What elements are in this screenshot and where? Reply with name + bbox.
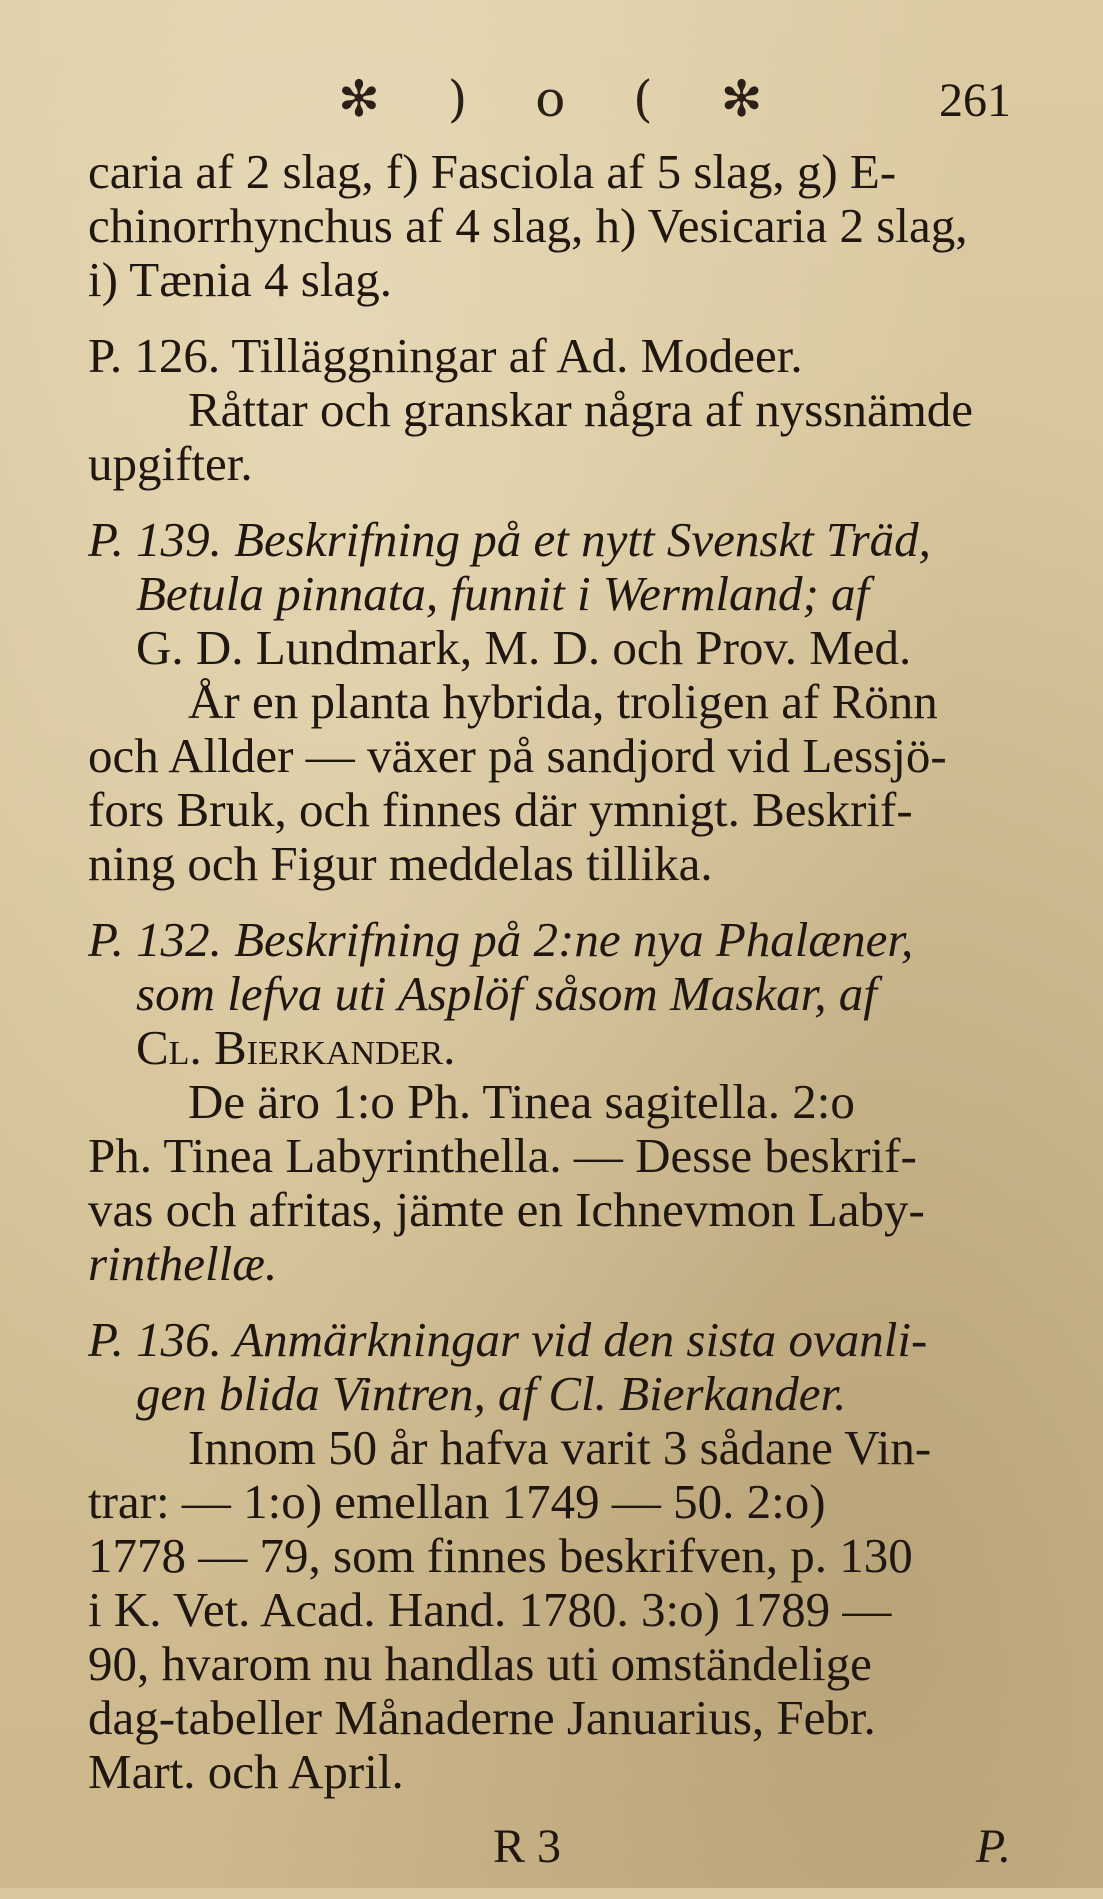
text-line: gen blida Vintren, af Cl. Bierkander. bbox=[136, 1367, 847, 1421]
text-line: Ph. Tinea Labyrinthella. — Desse beskrif- bbox=[88, 1129, 917, 1183]
text-line: caria af 2 slag, f) Fasciola af 5 slag, g) E- bbox=[88, 145, 897, 199]
entry-continuation bbox=[88, 145, 1021, 307]
text-line: Cl. Bierkander. bbox=[136, 1021, 456, 1075]
entry-p139 bbox=[88, 513, 1021, 891]
text-line: dag-tabeller Månaderne Januarius, Febr. bbox=[88, 1691, 876, 1745]
entry-p126 bbox=[88, 329, 1021, 491]
text-line: ning och Figur meddelas tillika. bbox=[88, 837, 713, 891]
page-body bbox=[88, 145, 1021, 1799]
page-footer bbox=[88, 1819, 1021, 1899]
text-line: som lefva uti Asplöf såsom Maskar, af bbox=[136, 967, 877, 1021]
text-line: Mart. och April. bbox=[88, 1745, 404, 1799]
text-line: Råttar och granskar några af nyssnämde bbox=[188, 383, 974, 437]
text-line: rinthellæ. bbox=[88, 1237, 278, 1291]
entry-heading: P. 136. Anmärkningar vid den sista ovanli- bbox=[88, 1313, 928, 1367]
catchword: P. bbox=[975, 1820, 1011, 1873]
text-line: G. D. Lundmark, M. D. och Prov. Med. bbox=[136, 621, 912, 675]
text-line: Innom 50 år hafva varit 3 sådane Vin- bbox=[188, 1421, 932, 1475]
text-line: 90, hvarom nu handlas uti omständelige bbox=[88, 1637, 872, 1691]
text-line: i) Tænia 4 slag. bbox=[88, 253, 392, 307]
text-line: 1778 — 79, som finnes beskrifven, p. 130 bbox=[88, 1529, 913, 1583]
page-number: 261 bbox=[939, 74, 1011, 127]
entry-heading: P. 139. Beskrifning på et nytt Svenskt Träd, bbox=[88, 513, 931, 567]
signature-mark: R 3 bbox=[493, 1820, 562, 1873]
entry-heading: P. 132. Beskrifning på 2:ne nya Phalæner, bbox=[88, 913, 914, 967]
entry-heading: P. 126. Tilläggningar af Ad. Modeer. bbox=[88, 329, 803, 383]
header-ornament: ✻ ) o ( ✻ bbox=[338, 70, 789, 128]
text-line: vas och afritas, jämte en Ichnevmon Laby- bbox=[88, 1183, 925, 1237]
text-line: fors Bruk, och finnes där ymnigt. Beskrif- bbox=[88, 783, 913, 837]
text-line: År en planta hybrida, troligen af Rönn bbox=[188, 675, 938, 729]
running-header bbox=[88, 55, 1021, 145]
text-line: Betula pinnata, funnit i Wermland; af bbox=[136, 567, 870, 621]
text-line: trar: — 1:o) emellan 1749 — 50. 2:o) bbox=[88, 1475, 826, 1529]
entry-p132 bbox=[88, 913, 1021, 1291]
text-line: upgifter. bbox=[88, 437, 253, 491]
entry-p136 bbox=[88, 1313, 1021, 1799]
text-line: och Allder — växer på sandjord vid Lessjö- bbox=[88, 729, 947, 783]
text-line: i K. Vet. Acad. Hand. 1780. 3:o) 1789 — bbox=[88, 1583, 892, 1637]
text-line: De äro 1:o Ph. Tinea sagitella. 2:o bbox=[188, 1075, 855, 1129]
text-line: chinorrhynchus af 4 slag, h) Vesicaria 2 slag, bbox=[88, 199, 968, 253]
